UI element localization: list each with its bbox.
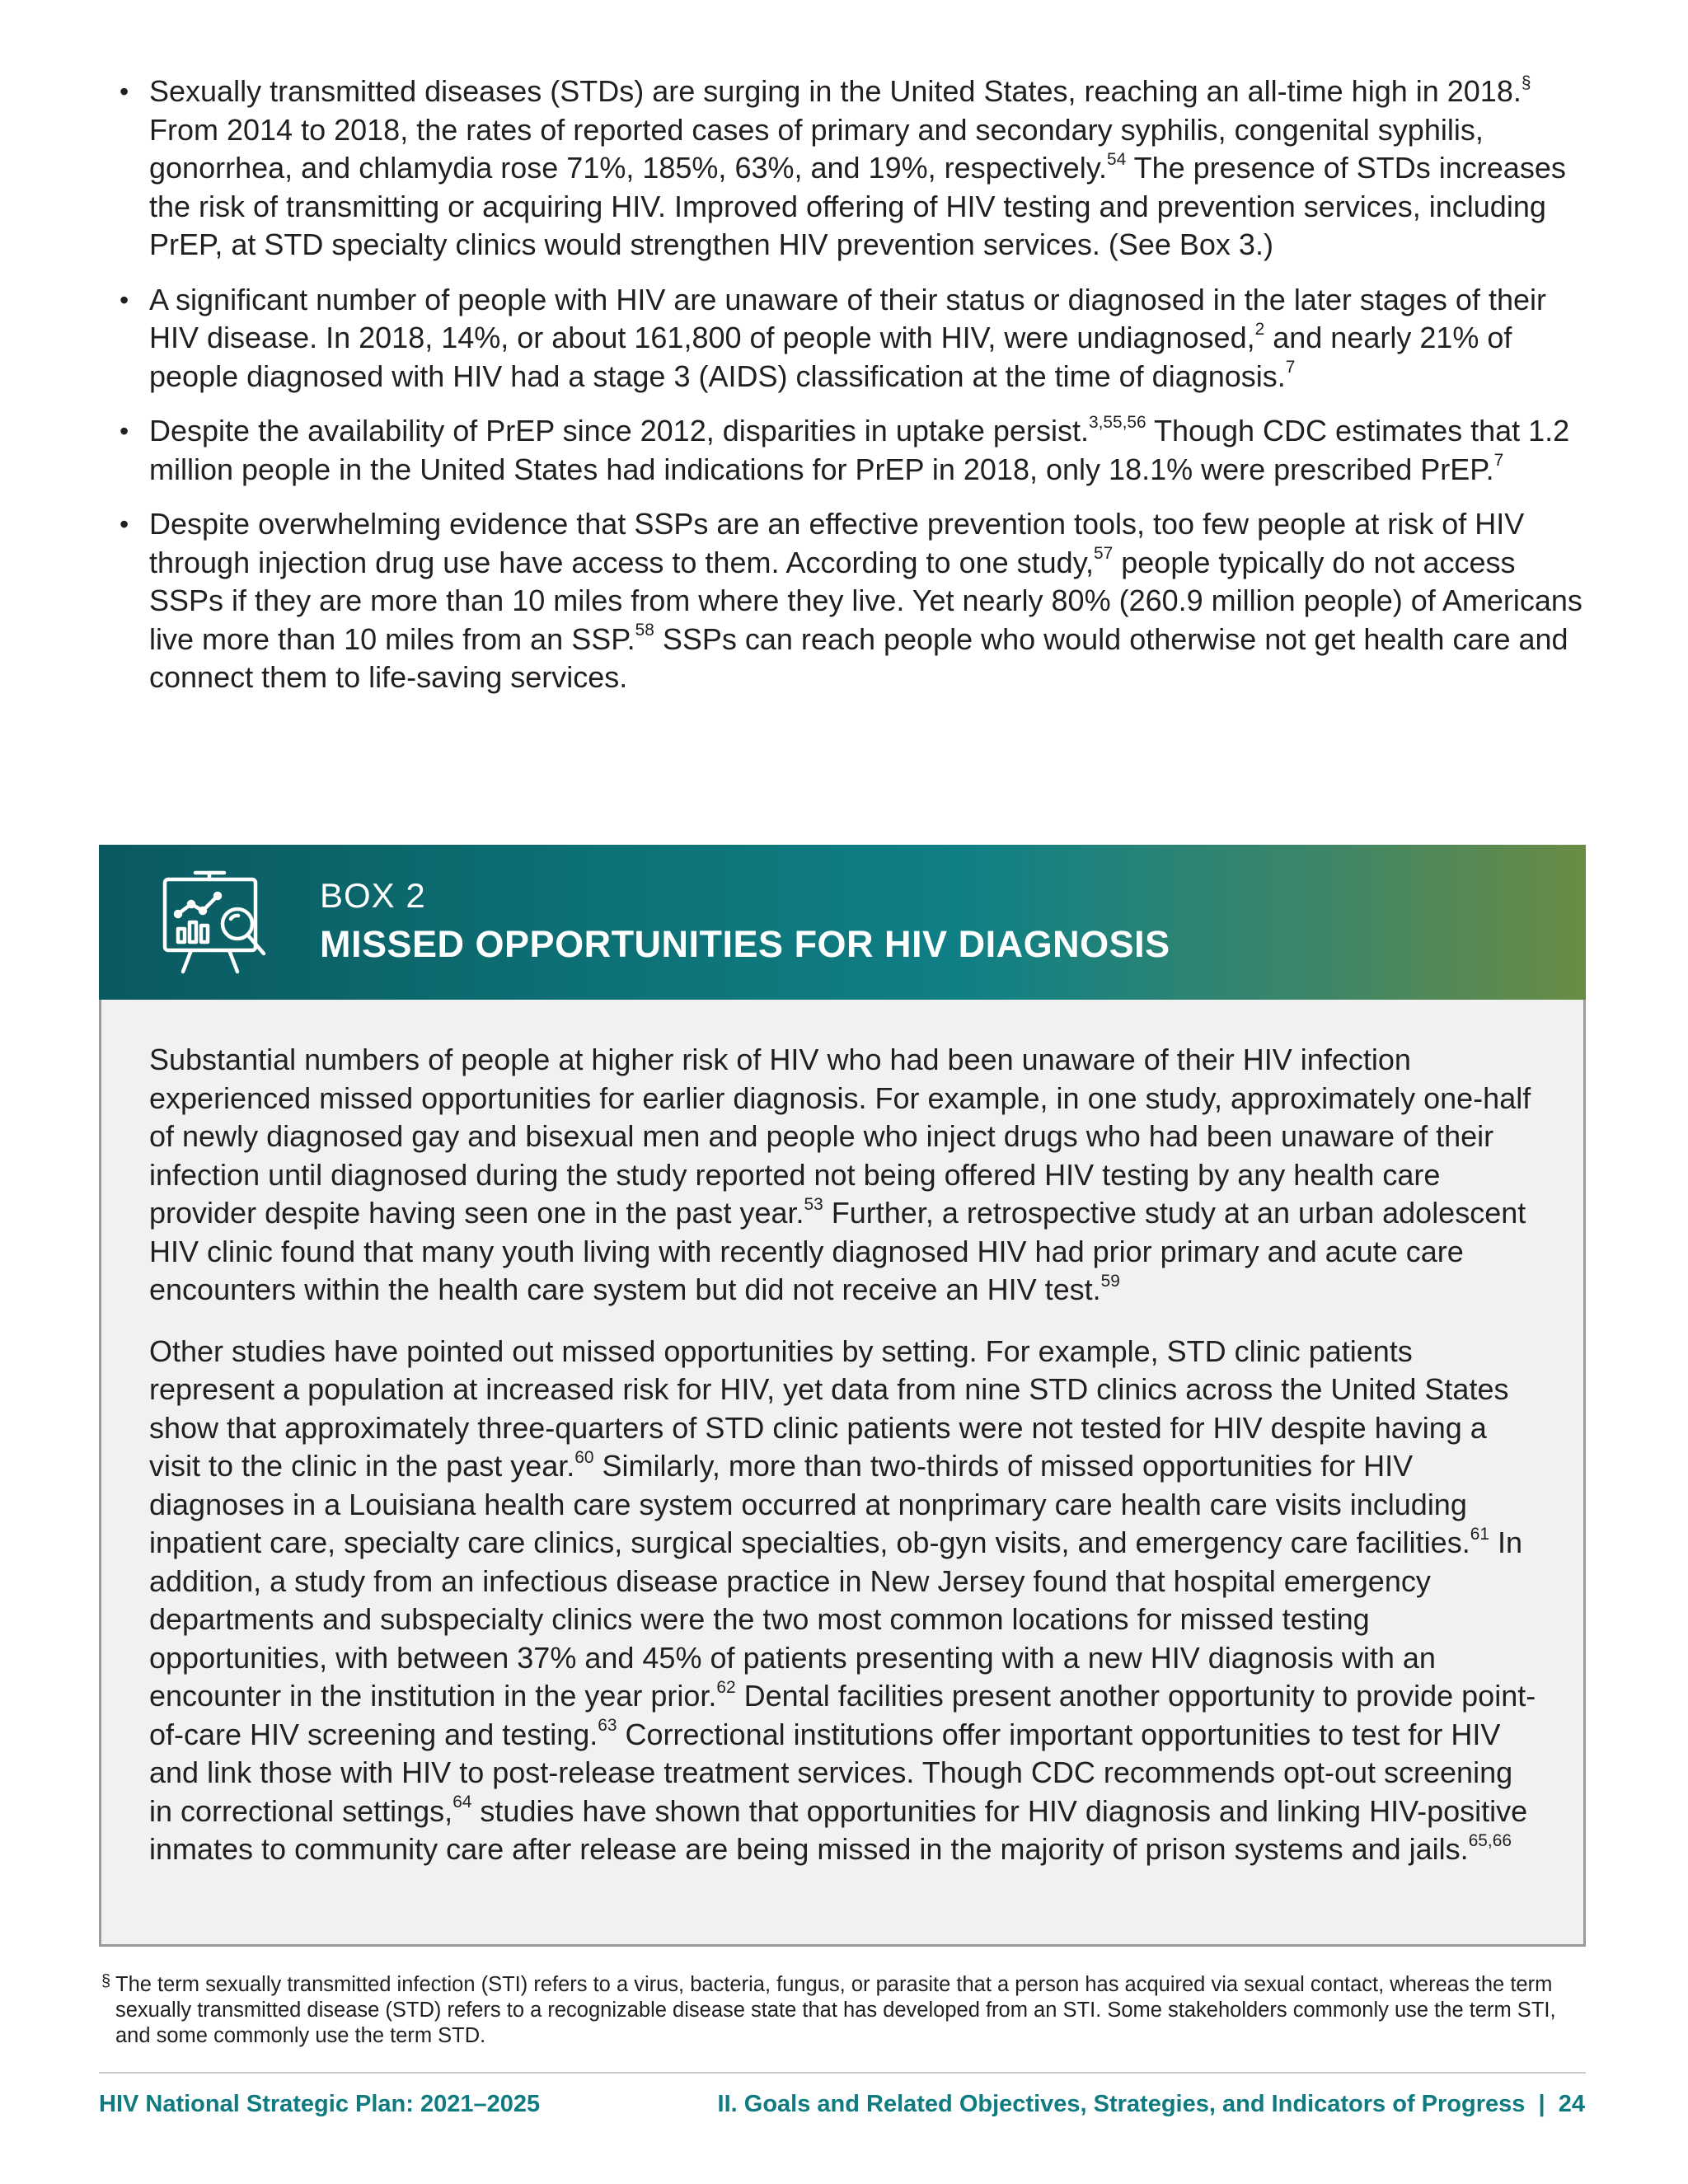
box-paragraph: Substantial numbers of people at higher risk of HIV who had been unaware of their HIV infection experienced missed opportunities for earlier diagnosis. For example, in one study, approximately one-half of newly diagnosed gay and bisexual men and people who inject drugs who had been unaware of their infection until diagnosed during the study reported not being offered HIV testing by any health care provider despite having seen one in the past year.$^{53}$ Further, a retrospective study at an urban adolescent HIV clinic found that many youth living with recently diagnosed HIV had prior primary and acute care encounters within the health care system but did not receive an HIV test.$^{59}$ <box>149 1043 1531 1306</box>
citation-superscript: § <box>1521 73 1531 92</box>
citation-superscript: 59 <box>1100 1271 1120 1291</box>
bullet-item <box>120 73 1587 265</box>
citation-superscript: 62 <box>716 1677 736 1697</box>
citation-superscript: 65,66 <box>1468 1830 1512 1850</box>
bullet-text: Despite the availability of PrEP since 2012, disparities in uptake persist.$^{3,55,56}$ Though CDC estimates that 1.2 million people in the United States had indications for PrEP in 2018, only 18.1% were prescribed PrEP.$^7$ <box>149 412 1570 486</box>
citation-superscript: 58 <box>635 621 654 640</box>
bullet-dot: • <box>120 77 129 106</box>
box-header <box>99 845 1586 1000</box>
bullet-text: Despite overwhelming evidence that SSPs are an effective prevention tools, too few people at risk of HIV through injection drug use have access to them. According to one study,$^{57}$ people typically do not access SSPs if they are more than 10 miles from where they live. Yet nearly 80% (260.9 million people) of Americans live more than 10 miles from an SSP.$^{58}$ SSPs can reach people who would otherwise not get health care and connect them to life-saving services. <box>149 507 1582 694</box>
citation-superscript: 54 <box>1107 149 1127 169</box>
bullet-text: Sexually transmitted diseases (STDs) are surging in the United States, reaching an all-time high in 2018.§ From 2014 to 2018, the rates of reported cases of primary and secondary syphilis, congenital syphilis, gonorrhea, and chlamydia rose 71%, 185%, 63%, and 19%, respectively.$^{54}$ The presence of STDs increases the risk of transmitting or acquiring HIV. Improved offering of HIV testing and prevention services, including PrEP, at STD specialty clinics would strengthen HIV prevention services. (See Box 3.) <box>149 73 1566 261</box>
citation-superscript: 7 <box>1285 358 1296 377</box>
footnote-text: The term sexually transmitted infection (STI) refers to a virus, bacteria, fungus, or parasite that a person has acquired via sexual contact, whereas the term sexually transmitted disease (STD) refers to a recognizable disease state that has developed from an STI. Some stakeholders commonly use the term STI, and some commonly use the term STD. <box>115 1973 1556 2047</box>
bullet-dot: • <box>120 416 129 446</box>
presentation-chart-magnifier-icon <box>158 868 272 977</box>
box-body <box>149 1041 1542 1892</box>
bullet-dot: • <box>120 509 129 539</box>
box-title: MISSED OPPORTUNITIES FOR HIV DIAGNOSIS <box>320 923 1170 965</box>
citation-superscript: 64 <box>452 1793 472 1812</box>
footnote <box>101 1972 1577 2049</box>
footer-divider <box>99 2072 1586 2074</box>
citation-superscript: 57 <box>1094 544 1114 564</box>
citation-superscript: 53 <box>804 1194 823 1214</box>
citation-superscript: 63 <box>598 1716 617 1736</box>
bullet-text: A significant number of people with HIV are unaware of their status or diagnosed in the later stages of their HIV disease. In 2018, 14%, or about 161,800 of people with HIV, were undiagnosed,$^2$ and nearly 21% of people diagnosed with HIV had a stage 3 (AIDS) classification at the time of diagnosis.$^7$ <box>149 282 1546 393</box>
citation-superscript: 61 <box>1470 1524 1489 1544</box>
bullet-item <box>120 281 1587 396</box>
footer-document-title: HIV National Strategic Plan: 2021–2025 <box>99 2091 541 2117</box>
footer-section-page: II. Goals and Related Objectives, Strategies, and Indicators of Progress | 24 <box>717 2091 1585 2117</box>
citation-superscript: 7 <box>1493 451 1504 471</box>
bullet-dot: • <box>120 284 129 315</box>
box-label: BOX 2 <box>320 876 426 915</box>
bullet-item <box>120 505 1587 697</box>
footnote-mark: § <box>101 1972 111 1990</box>
bullet-item <box>120 412 1587 489</box>
bullet-list <box>120 73 1587 714</box>
citation-superscript: 3,55,56 <box>1088 412 1146 432</box>
box-paragraph: Other studies have pointed out missed opportunities by setting. For example, STD clinic patients represent a population at increased risk for HIV, yet data from nine STD clinics across the United States show that approximately three-quarters of STD clinic patients were not tested for HIV despite having a visit to the clinic in the past year.$^{60}$ Similarly, more than two-thirds of missed opportunities for HIV diagnoses in a Louisiana health care system occurred at nonprimary care health care visits including inpatient care, specialty care clinics, surgical specialties, ob-gyn visits, and emergency care facilities.$^{61}$ In addition, a study from an infectious disease practice in New Jersey found that hospital emergency departments and subspecialty clinics were the two most common locations for missed testing opportunities, with between 37% and 45% of patients presenting with a new HIV diagnosis with an encounter in the institution in the year prior.$^{62}$ Dental facilities present another opportunity to provide point-of-care HIV screening and testing.$^{63}$ Correctional institutions offer important opportunities to test for HIV and link those with HIV to post-release treatment services. Though CDC recommends opt-out screening in correctional settings,$^{64}$ studies have shown that opportunities for HIV diagnosis and linking HIV-positive inmates to community care after release are being missed in the majority of prison systems and jails.$^{65,66}$ <box>149 1333 1536 1866</box>
box-2-panel <box>99 845 1586 1947</box>
citation-superscript: 2 <box>1254 319 1265 339</box>
citation-superscript: 60 <box>574 1447 594 1467</box>
